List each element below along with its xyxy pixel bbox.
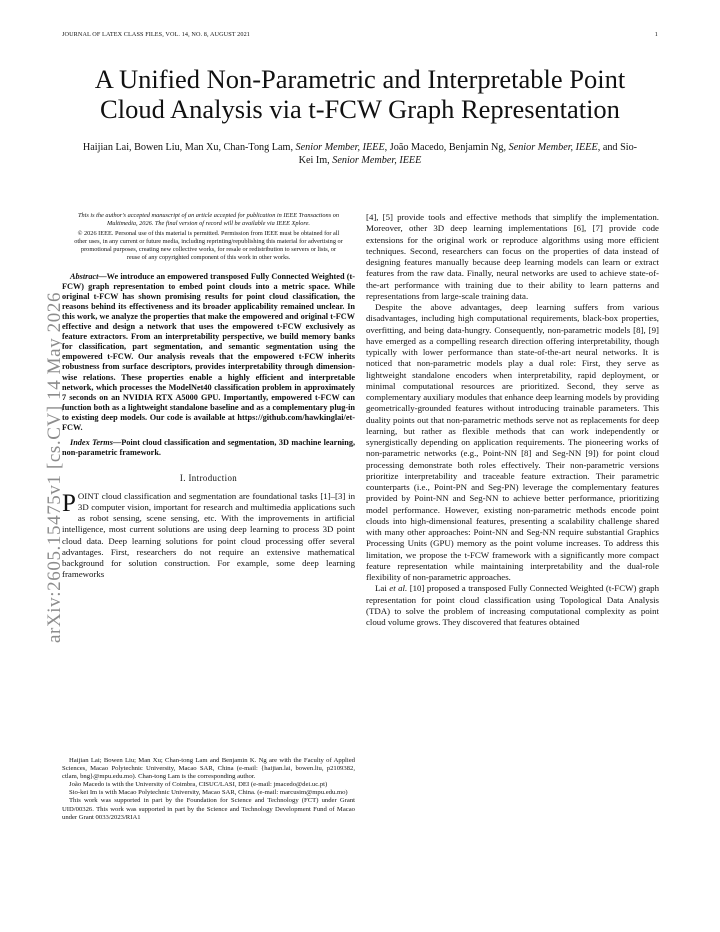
right-column — [366, 212, 659, 628]
abstract — [62, 272, 355, 434]
abstract-text: —We introduce an empowered transposed Fully Connected Weighted (t-FCW) graph representation to embed point clouds into a metric space. While original t-FCW has shown promising results for point cloud classification, the reasons behind its effectiveness and its broader applicability remained unclear. In this work, we analyze the properties that make the empowered and original t-FCW effective and design a network that uses the empowered t-FCW exclusively as feature extractors. From an interpretability perspective, we build memory banks for classification, part segmentation, and semantic segmentation using the empowered t-FCW. Our analysis reveals that the empowered t-FCW inherits robustness from surface descriptors, provides interpretability through dimension-wise relations. These properties enable a highly efficient and interpretable network, which processes the ModelNet40 classification problem in approximately 7 seconds on an NVIDIA RTX A5000 GPU. Importantly, empowered t-FCW can function both as a lightweight standalone baseline and as a complementary plug-in to existing deep models. Our code is available at https://github.com/hawkinglai/et-FCW. — [62, 271, 355, 432]
author-role-1: Senior Member, IEEE — [295, 142, 385, 153]
author-list — [80, 141, 640, 167]
paper-title: A Unified Non-Parametric and Interpretable Point Cloud Analysis via t-FCW Graph Representation — [94, 64, 626, 124]
author-role-3: Senior Member, IEEE — [332, 155, 422, 166]
footnote-funding: This work was supported in part by the Foundation for Science and Technology (FCT) under Grant UID/00326. This work was supported in part by the Science and Technology Development Fund of Macao under Grant 0033/2023/RIA1 — [62, 797, 355, 821]
p3-etal: et al. — [389, 583, 408, 594]
body-paragraph-3 — [366, 583, 659, 628]
body-paragraph-1: [4], [5] provide tools and effective methods that simplify the implementation. Moreover, other 3D deep learning implementations [6], [7] provide code extensions for the original work or reproduce algorithms using more efficient techniques. Second, researchers can focus on the properties of data instead of designing features manually because deep learning models can learn or extract features from the raw data. Finally, neural networks are used to achieve state-of-the-art performance with training due to their ability to learn patterns and representations from large-scale training data. — [366, 212, 659, 301]
index-terms-label: Index Terms — [70, 438, 113, 448]
arxiv-identifier-text: arXiv:2605.15475v1 [cs.CV] 14 May 2026 — [44, 291, 65, 643]
author-names-3: , and Sio-Kei Im, — [298, 142, 638, 166]
abstract-label: Abstract — [70, 271, 99, 281]
intro-text: cloud classification and segmentation are foundational tasks [1]–[3] in 3D computer vision, important for research and multimedia applications such as robot sensing, scene sensing, etc. With the improvements in artificial intelligence, most current solutions are using deep learning to process 3D point cloud data. Deep learning solutions for point cloud processing offer several advantages. First, researchers do not require an extensive mathematical background for solution construction. For example, some deep learning frameworks — [62, 490, 355, 580]
section-heading-introduction: I. Introduction — [179, 473, 238, 484]
drop-cap: P — [62, 489, 76, 517]
author-role-2: Senior Member, IEEE — [508, 142, 598, 153]
copyright-note: © 2026 IEEE. Personal use of this material is permitted. Permission from IEEE must be obtained for all other uses, in any current or future media, including reprinting/republishing this material for advertising or promotional purposes, creating new collective works, for resale or redistribution to servers or lists, or reuse of any copyrighted component of this work in other works. — [74, 230, 343, 262]
footnotes — [62, 757, 355, 822]
manuscript-note: This is the author's accepted manuscript of an article accepted for publication in IEEE Transactions on Multimedia, 2026. The final version of record will be available via IEEE Xplore. — [77, 212, 340, 228]
footnote-affiliation-1: Haijian Lai; Bowen Liu; Man Xu; Chan-tong Lam and Benjamin K. Ng are with the Faculty of Applied Sciences, Macao Polytechnic University, Macao SAR, China (e-mail: {haijian.lai, bowen.liu, p2109382, ctlam, bng}@mpu.edu.mo). Chan-tong Lam is the corresponding author. — [62, 757, 355, 781]
index-terms — [62, 438, 355, 458]
body-paragraph-2: Despite the above advantages, deep learning suffers from various disadvantages, including high computational requirements, black-box properties, overfitting, and being data-hungry. Consequently, non-parametric models [8], [9] have emerged as a compelling research direction offering interpretability, though typically with lower performance than state-of-the-art neural networks. It is noticed that non-parametric models play a dual role: First, they serve as lightweight standalone encoders when interpretability, rapid deployment, or minimal computational resources are prioritized. Second, they serve as complementary auxiliary modules that enhance deep learning models by providing geometrically-grounded features without introducing trainable parameters. This duality points out that non-parametric methods serve not as replacements for deep learning, but rather as flexible methods that can work independently or synergistically depending on application requirements. The pioneering works of non-parametric networks (e.g., Point-NN [8] and Seg-NN [9]) for point cloud processing demonstrate both roles effectively. Their non-parametric versions prioritize interpretability and traceable feature extraction. Their parametric counterparts (i.e., Point-PN and Seg-PN) leverage the complementary features provided by Point-NN and Seg-NN to achieve better performance, prioritizing model performance. However, existing non-parametric methods encode point clouds into high-dimensional features, presenting a scalability challenge shared with many other approaches: Point-NN and Seg-NN require substantial Graphics Processing Units (GPU) memory as the point volume increases. To address this limitation, we propose the t-FCW framework with a significantly more compact feature representation while maintaining interpretability and the dual-role flexibility of non-parametric approaches. — [366, 302, 659, 582]
footnote-affiliation-2: João Macedo is with the University of Coimbra, CISUC/LASI, DEI (e-mail: jmacedo@dei.uc.pt) — [69, 781, 328, 789]
journal-header: JOURNAL OF LATEX CLASS FILES, VOL. 14, NO. 8, AUGUST 2021 — [62, 31, 250, 38]
p3-start: Lai — [375, 583, 390, 594]
p3-rest: [10] proposed a transposed Fully Connected Weighted (t-FCW) graph representation for point cloud classification using Topological Data Analysis (TDA) to solve the problem of increasing computational complexity as point cloud volume grows. They discovered that features obtained — [366, 583, 659, 627]
author-names-2: , João Macedo, Benjamin Ng, — [384, 142, 509, 153]
index-terms-text: —Point cloud classification and segmentation, 3D machine learning, non-parametric framework. — [62, 438, 356, 458]
introduction-paragraph — [62, 491, 355, 581]
page-number: 1 — [654, 31, 658, 38]
running-head — [62, 31, 658, 38]
left-column — [62, 212, 355, 581]
footnote-affiliation-3: Sio-kei Im is with Macao Polytechnic University, Macao SAR, China. (e-mail: marcusim@mpu.edu.mo) — [69, 789, 348, 797]
intro-smallcaps: OINT — [77, 490, 100, 501]
author-names-1: Haijian Lai, Bowen Liu, Man Xu, Chan-Tong Lam, — [82, 142, 296, 153]
